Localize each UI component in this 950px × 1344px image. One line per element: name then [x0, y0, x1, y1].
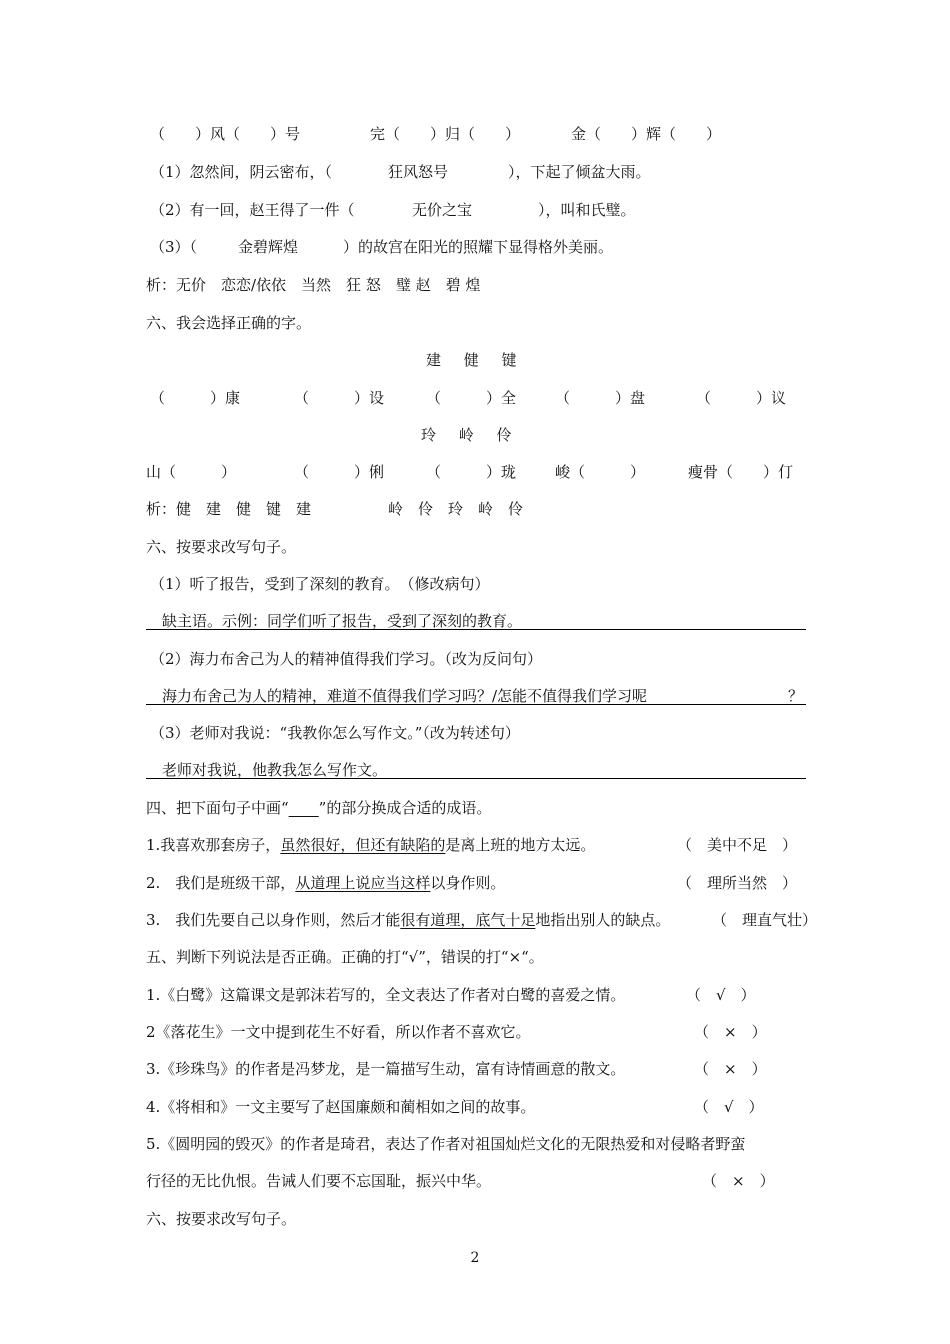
choose-g2-blank-3: （ ）珑	[426, 463, 517, 481]
idiom-title-b: ”的部分换成合适的成语。	[318, 799, 492, 817]
judge-title: 五、判断下列说法是否正确。正确的打“√”，错误的打“×“。	[146, 948, 544, 966]
fill-item-3-after: ）的故宫在阳光的照耀下显得格外美丽。	[343, 238, 614, 256]
idiom-3-answer: （ 理直气壮）	[712, 911, 818, 929]
idiom-item-3	[146, 910, 670, 930]
idiom-3-b: 地指出别人的缺点。	[535, 911, 671, 929]
fill-item-2-before: （2）有一回，赵王得了一件（	[150, 201, 355, 219]
judge-item-2: 2《落花生》一文中提到花生不好看，所以作者不喜欢它。	[146, 1023, 531, 1041]
fill-item-3-before: （3）（	[150, 238, 198, 256]
idiom-2-b: 以身作则。	[430, 874, 506, 892]
fill-item-2-after: ），叫和氏璧。	[538, 201, 636, 219]
choose-g2-blank-2: （ ）俐	[294, 463, 385, 481]
idiom-item-2	[146, 873, 505, 893]
rewrite-title: 六、按要求改写句子。	[146, 538, 297, 556]
judge-item-5-cont: 行径的无比仇恨。告诫人们要不忘国耻，振兴中华。	[146, 1172, 492, 1190]
choose-g1-blank-1: （ ）康	[150, 389, 241, 407]
fill-item-2-answer: 无价之宝	[412, 201, 473, 219]
idiom-1-b: 是离上班的地方太远。	[445, 836, 596, 854]
idiom-3-a: 3. 我们先要自己以身作则，然后才能	[146, 911, 401, 929]
choose-g1-blank-2: （ ）设	[294, 389, 385, 407]
rewrite-q1: （1）听了报告，受到了深刻的教育。 （修改病句）	[150, 575, 490, 593]
choose-g1-blank-5: （ ）议	[696, 389, 787, 407]
rewrite-q3: （3）老师对我说：“我教你怎么写作文。”（改为转述句）	[150, 724, 520, 742]
choose-g2-blank-5: 瘦骨（ ）仃	[688, 463, 794, 481]
judge-item-4-mark: （ √ ）	[694, 1098, 764, 1116]
idiom-title-blank: ____	[288, 799, 319, 817]
idiom-1-underlined: 虽然很好，但还有缺陷的	[280, 836, 446, 854]
choose-g1-blank-4: （ ）盘	[555, 389, 646, 407]
idiom-2-a: 2. 我们是班级干部，	[146, 874, 296, 892]
judge-item-3: 3.《珍珠鸟》的作者是冯梦龙，是一篇描写生动，富有诗情画意的散文。	[146, 1060, 626, 1078]
judge-item-1: 1.《白鹭》这篇课文是郭沫若写的，全文表达了作者对白鹭的喜爱之情。	[146, 986, 626, 1004]
idiom-title-a: 四、把下面句子中画“	[146, 799, 289, 817]
judge-item-3-mark: （ × ）	[694, 1060, 767, 1078]
rewrite-a2-tail: ？	[788, 687, 804, 705]
idiom-2-answer: （ 理所当然 ）	[677, 874, 798, 892]
fill-item-3-answer: 金碧辉煌	[238, 238, 299, 256]
fill-item-1-after: ），下起了倾盆大雨。	[508, 163, 651, 181]
fill-item-1-answer: 狂风怒号	[388, 163, 449, 181]
idiom-item-1	[146, 835, 595, 855]
fill-header-1: （ ）风（ ）号	[150, 125, 301, 143]
judge-item-2-mark: （ × ）	[694, 1023, 767, 1041]
rewrite-a3-line	[146, 778, 806, 779]
rewrite-a2-line	[146, 704, 806, 705]
judge-item-4: 4.《将相和》一文主要写了赵国廉颇和蔺相如之间的故事。	[146, 1098, 536, 1116]
footer-section-title: 六、按要求改写句子。	[146, 1210, 297, 1228]
choose-group2-chars: 玲 岭 伶	[421, 426, 513, 444]
fill-analysis: 析：无价 恋恋/依依 当然 狂 怒 璧 赵 碧 煌	[146, 276, 481, 294]
choose-g2-blank-1: 山（ ）	[146, 463, 237, 481]
choose-g1-blank-3: （ ）全	[426, 389, 517, 407]
rewrite-a1: 缺主语。示例：同学们听了报告，受到了深刻的教育。	[162, 612, 523, 630]
choose-group1-chars: 建 健 键	[426, 351, 518, 369]
idiom-2-underlined: 从道理上说应当这样	[295, 874, 431, 892]
rewrite-q2: （2）海力布舍己为人的精神值得我们学习。（改为反问句）	[150, 650, 543, 668]
rewrite-a2: 海力布舍己为人的精神，难道不值得我们学习吗？/怎能不值得我们学习呢	[162, 687, 648, 705]
judge-item-5-mark: （ × ）	[702, 1172, 775, 1190]
idiom-title	[146, 798, 491, 818]
fill-item-1-before: （1）忽然间，阴云密布，（	[150, 163, 333, 181]
fill-header-3: 金（ ）辉（ ）	[571, 125, 722, 143]
page-number: 2	[470, 1250, 480, 1266]
rewrite-a3: 老师对我说，他教我怎么写作文。	[162, 761, 388, 779]
idiom-1-answer: （ 美中不足 ）	[677, 836, 798, 854]
rewrite-a1-line	[146, 629, 806, 630]
idiom-3-underlined: 很有道理，底气十足	[400, 911, 536, 929]
fill-header-2: 完（ ）归（ ）	[370, 125, 521, 143]
choose-title: 六、我会选择正确的字。	[146, 314, 312, 332]
judge-item-1-mark: （ √ ）	[686, 986, 756, 1004]
choose-g2-blank-4: 峻（ ）	[555, 463, 646, 481]
choose-analysis-a: 析：健 建 健 键 建	[146, 500, 312, 518]
choose-analysis-b: 岭 伶 玲 岭 伶	[388, 500, 524, 518]
judge-item-5: 5.《圆明园的毁灭》的作者是琦君，表达了作者对祖国灿烂文化的无限热爱和对侵略者野蛮	[146, 1135, 746, 1153]
idiom-1-a: 1.我喜欢那套房子，	[146, 836, 281, 854]
